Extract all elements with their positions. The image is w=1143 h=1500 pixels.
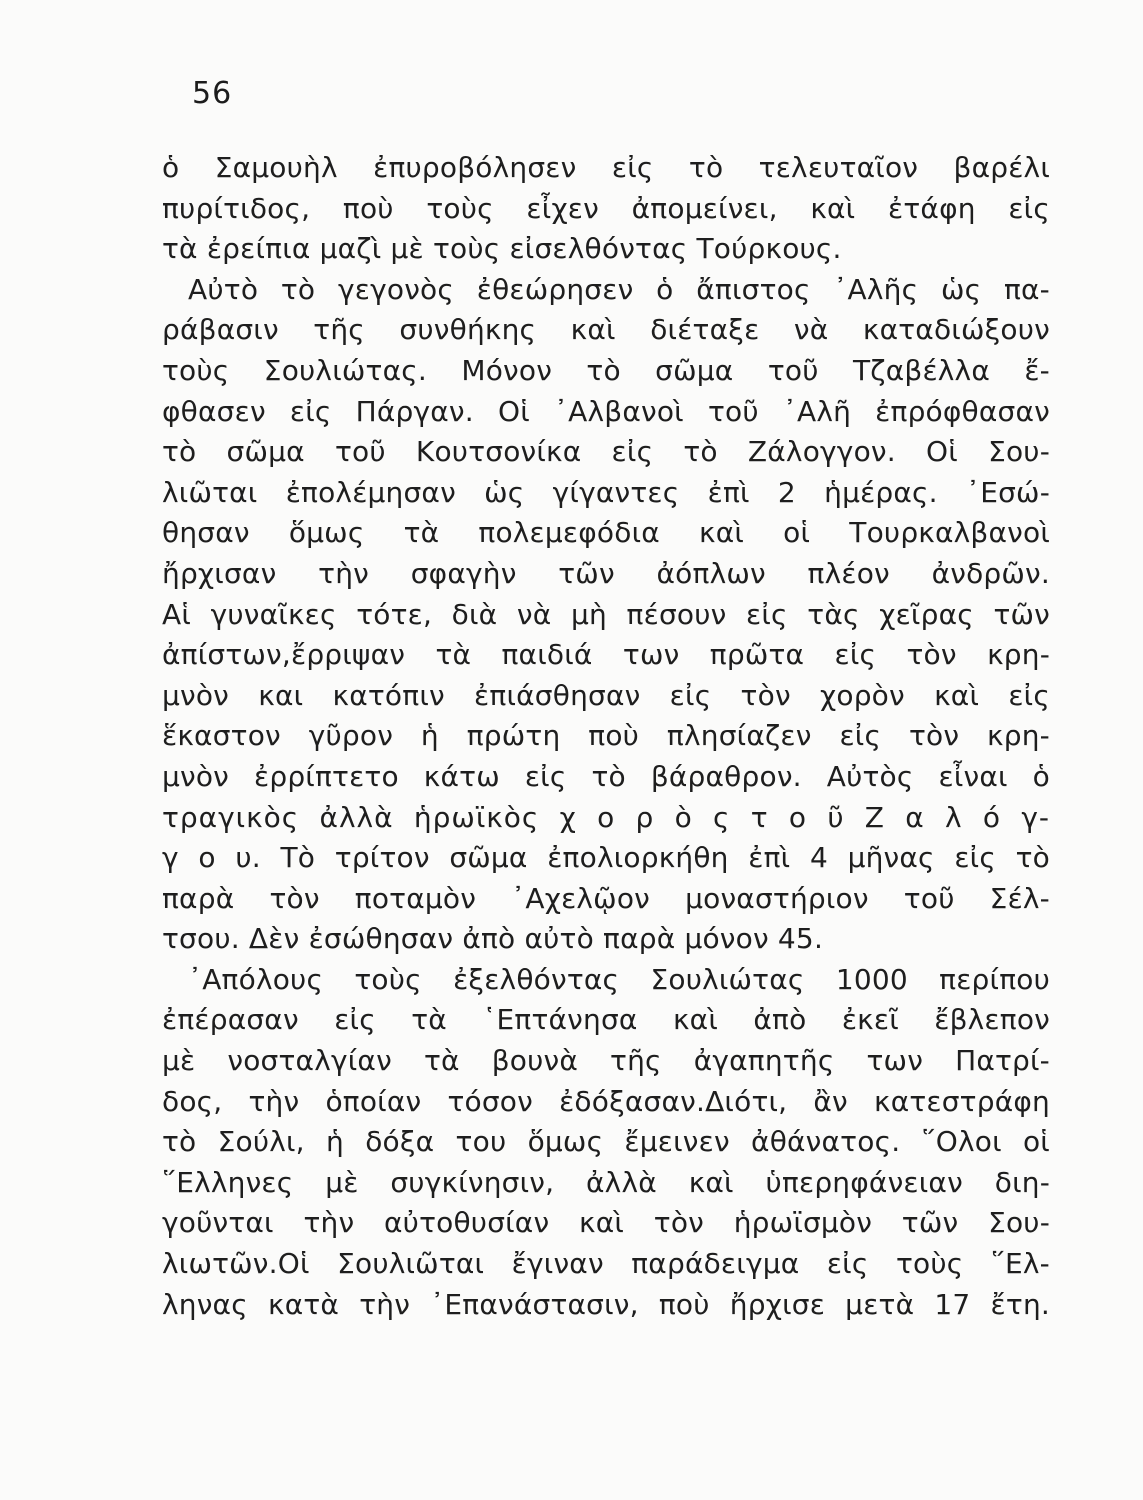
text-line: θησαν ὅμως τὰ πολεμεφόδια καὶ οἱ Τουρκαλβανοὶ <box>162 516 1050 550</box>
text-line: φθασεν εἰς Πάργαν. Οἱ ᾿Αλβανοὶ τοῦ ᾿Αλῆ ἐπρόφθασαν <box>162 394 1050 428</box>
text-line: πυρίτιδος, ποὺ τοὺς εἶχεν ἀπομείνει, καὶ ἐτάφη εἰς <box>162 191 1050 225</box>
text-line: ἕκαστον γῦρον ἡ πρώτη ποὺ πλησίαζεν εἰς τὸν κρη- <box>162 719 1050 753</box>
text-line: τὰ ἐρείπια μαζὶ μὲ τοὺς εἰσελθόντας Τούρκους. <box>162 232 842 266</box>
text-line: ῞Ελληνες μὲ συγκίνησιν, ἀλλὰ καὶ ὑπερηφάνειαν διη- <box>162 1165 1050 1199</box>
text-line: μνὸν και κατόπιν ἐπιάσθησαν εἰς τὸν χορὸν καὶ εἰς <box>162 678 1050 712</box>
text-line: ἀπίστων,ἔρριψαν τὰ παιδιά των πρῶτα εἰς τὸν κρη- <box>162 638 1050 672</box>
text-line: γ ο υ. Τὸ τρίτον σῶμα ἐπολιορκήθη ἐπὶ 4 μῆνας εἰς τὸ <box>162 841 1050 875</box>
text-line: ληνας κατὰ τὴν ᾿Επανάστασιν, ποὺ ἤρχισε μετὰ 17 ἔτη. <box>162 1287 1050 1321</box>
text-line: μνὸν ἐρρίπτετο κάτω εἰς τὸ βάραθρον. Αὐτὸς εἶναι ὁ <box>162 759 1050 793</box>
text-line: ὁ Σαμουὴλ ἐπυροβόλησεν εἰς τὸ τελευταῖον βαρέλι <box>162 151 1050 184</box>
text-line: λιῶται ἐπολέμησαν ὡς γίγαντες ἐπὶ 2 ἡμέρας. ᾿Εσώ- <box>162 475 1050 509</box>
text-line: ράβασιν τῆς συνθήκης καὶ διέταξε νὰ καταδιώξουν <box>162 313 1050 347</box>
text-line: λιωτῶν.Οἱ Σουλιῶται ἔγιναν παράδειγμα εἰς τοὺς ῞Ελ- <box>162 1247 1050 1281</box>
text-line: γοῦνται τὴν αὐτοθυσίαν καὶ τὸν ἡρωϊσμὸν τῶν Σου- <box>162 1206 1050 1240</box>
text-line: τοὺς Σουλιώτας. Μόνον τὸ σῶμα τοῦ Τζαβέλλα ἔ- <box>162 353 1050 387</box>
text-line: ἤρχισαν τὴν σφαγὴν τῶν ἀόπλων πλέον ἀνδρῶν. <box>162 556 1050 590</box>
text-line: Αὐτὸ τὸ γεγονὸς ἐθεώρησεν ὁ ἄπιστος ᾿Αλῆς ὡς πα- <box>188 272 1050 306</box>
text-line: παρὰ τὸν ποταμὸν ᾿Αχελῷον μοναστήριον τοῦ Σέλ- <box>162 881 1050 915</box>
text-line: ᾿Απόλους τοὺς ἐξελθόντας Σουλιώτας 1000 περίπου <box>188 962 1050 996</box>
text-line: Αἱ γυναῖκες τότε, διὰ νὰ μὴ πέσουν εἰς τὰς χεῖρας τῶν <box>162 597 1050 631</box>
text-line: τσου. Δὲν ἐσώθησαν ἀπὸ αὐτὸ παρὰ μόνον 45. <box>162 922 824 956</box>
text-line: ἐπέρασαν εἰς τὰ ῾Επτάνησα καὶ ἀπὸ ἐκεῖ ἔβλεπον <box>162 1003 1050 1037</box>
text-line: δος, τὴν ὁποίαν τόσον ἐδόξασαν.Διότι, ἂν κατεστράφη <box>162 1084 1050 1118</box>
text-line: τραγικὸς ἀλλὰ ἡρωϊκὸς χ ο ρ ὸ ς τ ο ῦ Ζ α λ ό γ- <box>162 800 1050 834</box>
page-number: 56 <box>192 76 233 111</box>
text-line: τὸ σῶμα τοῦ Κουτσονίκα εἰς τὸ Ζάλογγον. Οἱ Σου- <box>162 435 1050 469</box>
text-line: τὸ Σούλι, ἡ δόξα του ὅμως ἔμεινεν ἀθάνατος. ῞Ολοι οἱ <box>162 1125 1050 1159</box>
text-line: μὲ νοσταλγίαν τὰ βουνὰ τῆς ἀγαπητῆς των Πατρί- <box>162 1044 1050 1078</box>
body-text <box>162 148 1050 1325</box>
